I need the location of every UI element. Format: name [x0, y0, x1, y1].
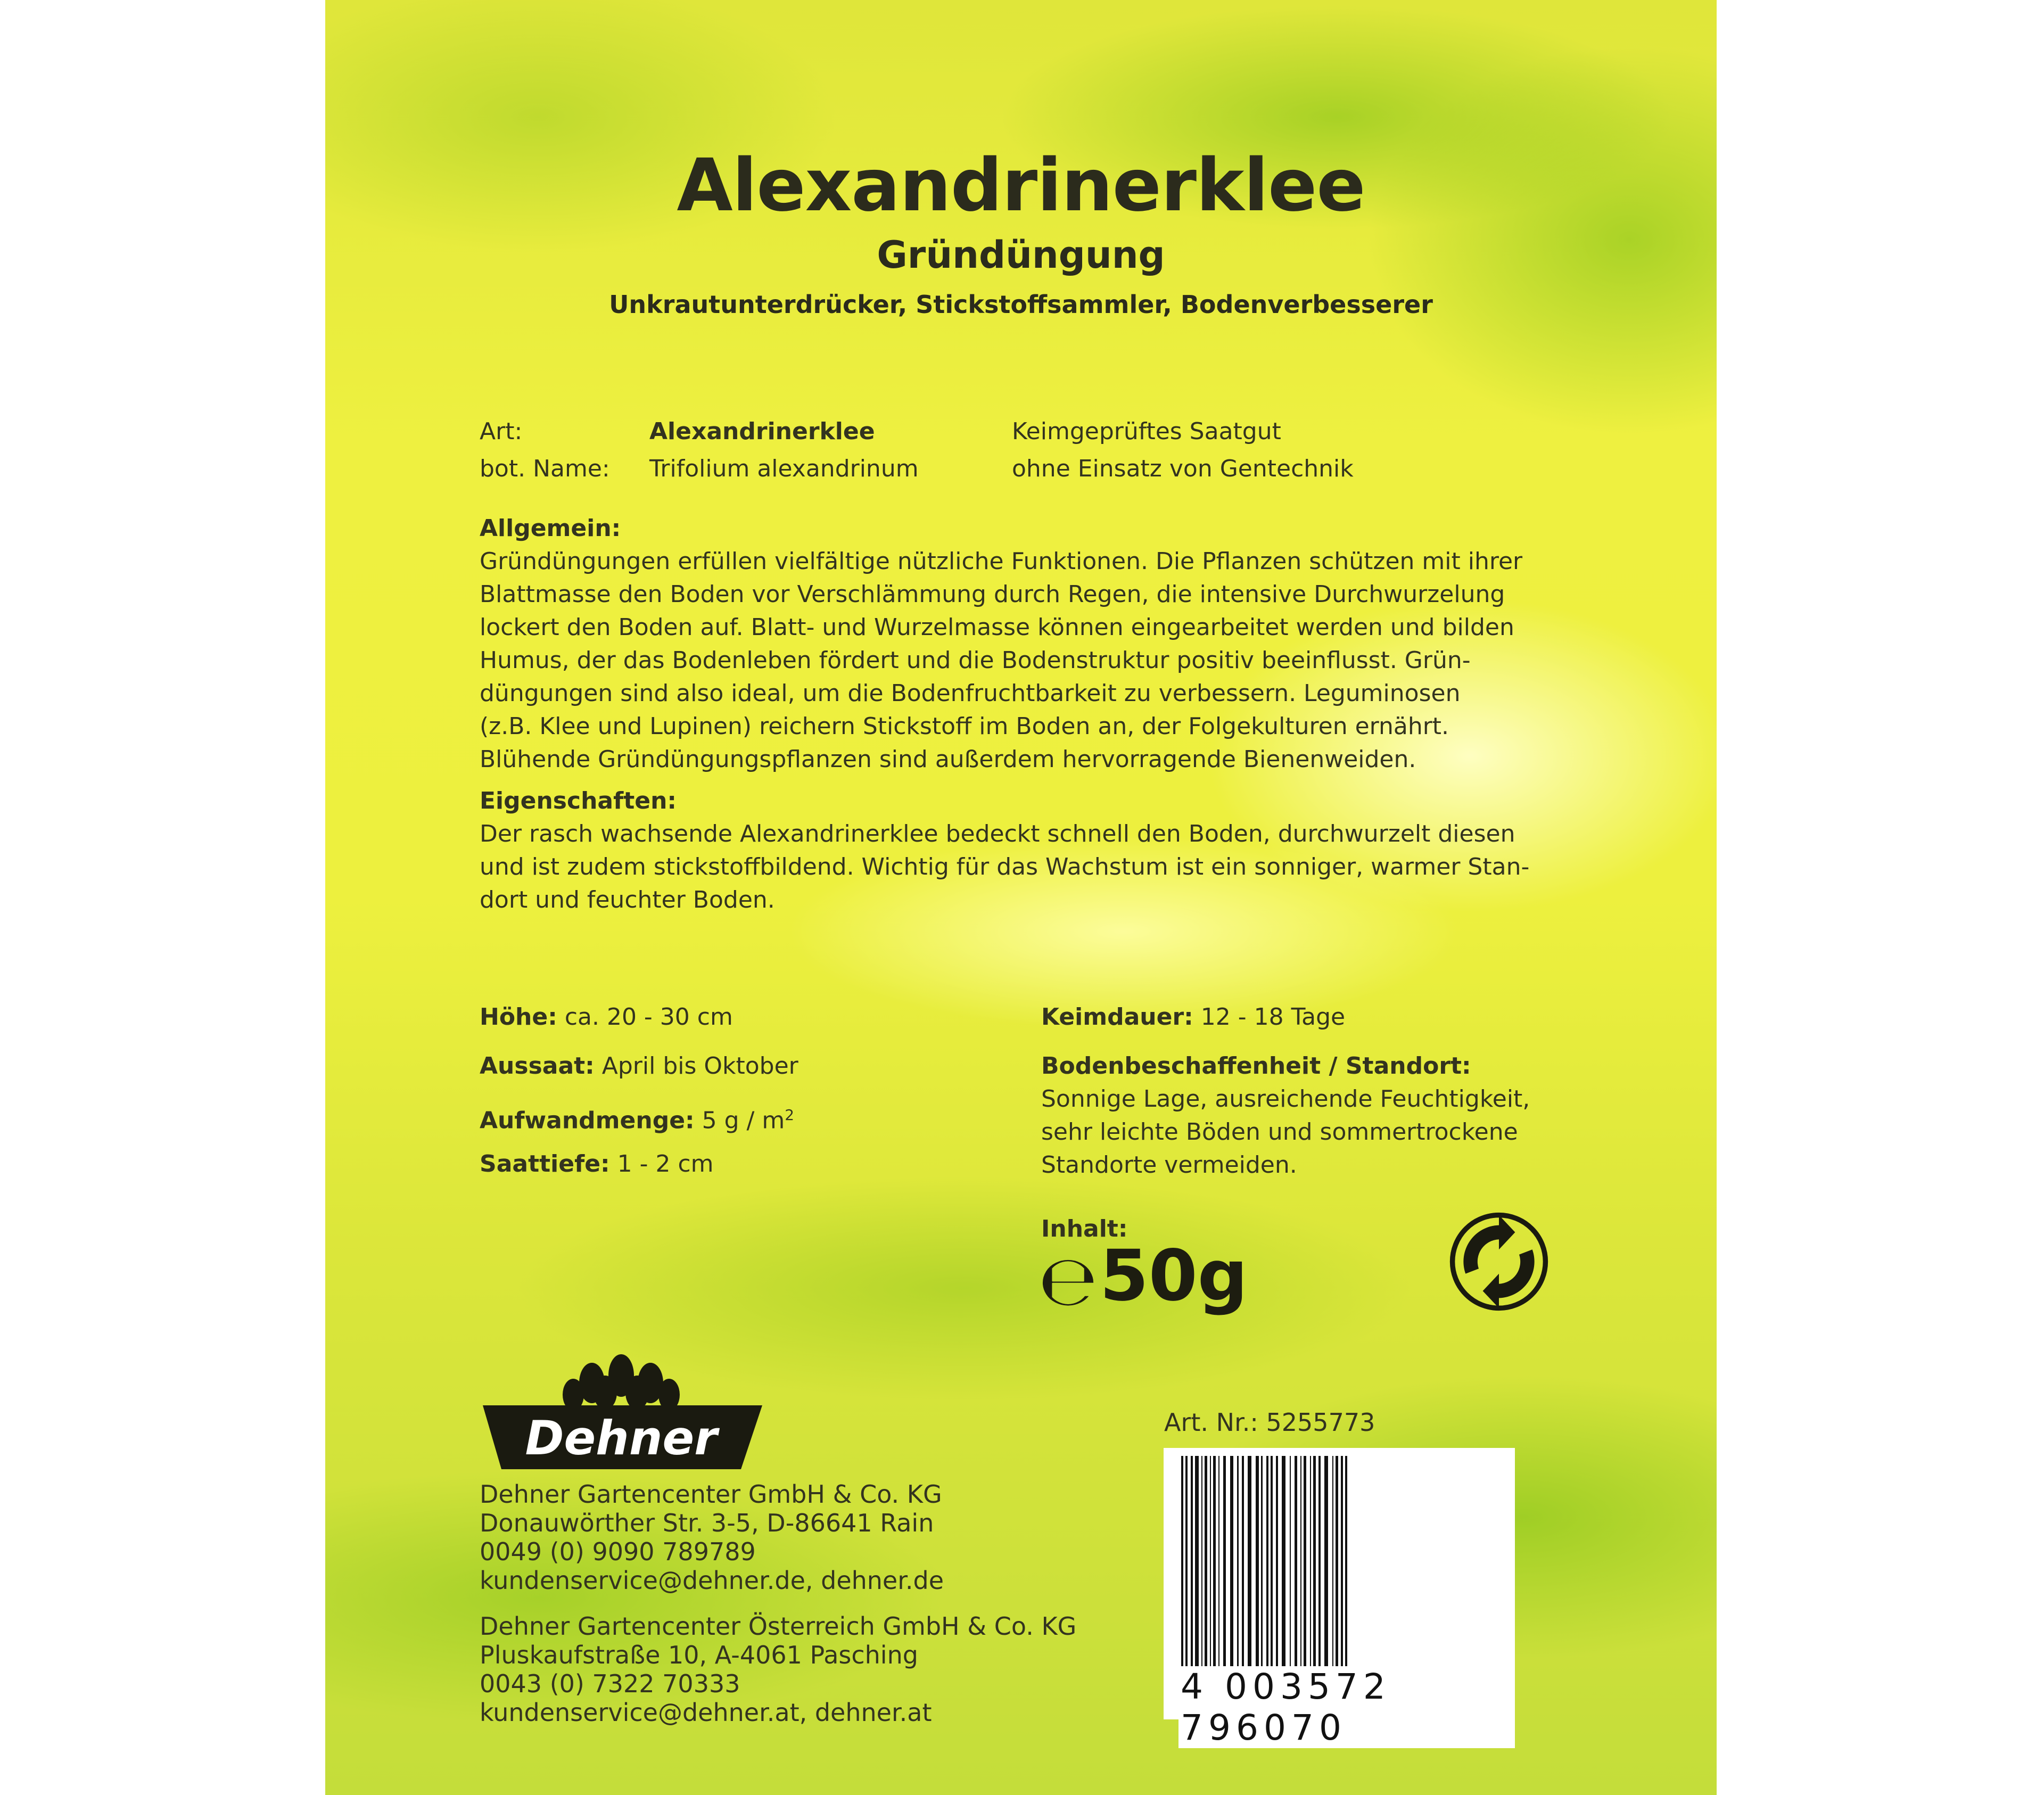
soil-heading: Bodenbeschaffenheit / Standort: — [1041, 1052, 1471, 1080]
germination-spec — [1041, 1001, 1345, 1034]
product-title: Alexandrinerklee — [677, 144, 1365, 228]
barcode-bar — [1237, 1456, 1239, 1666]
address-line: Dehner Gartencenter Österreich GmbH & Co. KG — [480, 1612, 1077, 1641]
germination-label: Keimdauer: — [1041, 1003, 1193, 1031]
sowing-spec — [480, 1050, 798, 1083]
barcode-bar — [1191, 1456, 1193, 1666]
barcode-bar — [1248, 1456, 1251, 1666]
paragraph-line: sehr leichte Böden und sommertrockene — [1041, 1118, 1518, 1146]
barcode-bar — [1181, 1456, 1183, 1690]
botanical-name-value: Trifolium alexandrinum — [649, 455, 919, 482]
address-line: Donauwörther Str. 3-5, D-86641 Rain — [480, 1509, 934, 1537]
paragraph-line: Der rasch wachsende Alexandrinerklee bedeckt schnell den Boden, durchwurzelt diesen — [480, 820, 1515, 847]
gmo-free-note: ohne Einsatz von Gentechnik — [1012, 455, 1354, 482]
paragraph-line: Standorte vermeiden. — [1041, 1151, 1297, 1179]
address-line: Dehner Gartencenter GmbH & Co. KG — [480, 1480, 942, 1509]
paragraph-line: und ist zudem stickstoffbildend. Wichtig für das Wachstum ist ein sonniger, warmer Stan- — [480, 853, 1530, 880]
barcode-bar — [1230, 1456, 1233, 1666]
height-label: Höhe: — [480, 1003, 557, 1031]
barcode-bar — [1256, 1456, 1259, 1666]
botanical-name-label: bot. Name: — [480, 455, 610, 482]
barcode-bar — [1282, 1456, 1285, 1666]
logo-text: Dehner — [525, 1411, 718, 1465]
barcode-bar — [1223, 1456, 1226, 1666]
eigenschaften-paragraph — [480, 818, 1544, 917]
barcode-bar — [1242, 1456, 1244, 1666]
seed-rate-superscript: 2 — [785, 1106, 795, 1124]
barcode-bar — [1201, 1456, 1202, 1666]
eigenschaften-heading: Eigenschaften: — [480, 787, 677, 814]
seed-rate-value: 5 g / m — [702, 1107, 785, 1134]
barcode-bar — [1345, 1456, 1347, 1690]
barcode-bar — [1195, 1456, 1199, 1666]
sowing-depth-spec — [480, 1148, 714, 1181]
barcode-bar — [1310, 1456, 1311, 1666]
seed-packet-back — [325, 0, 1717, 1795]
barcode-bar — [1218, 1456, 1219, 1666]
barcode-bar — [1213, 1456, 1216, 1666]
barcode-bar — [1271, 1456, 1273, 1690]
estimated-sign: ℮ — [1039, 1240, 1098, 1321]
product-tagline: Unkrautunterdrücker, Stickstoffsammler, Bodenverbesserer — [609, 290, 1433, 319]
green-dot-recycling-icon — [1448, 1211, 1550, 1312]
address-line: kundenservice@dehner.at, dehner.at — [480, 1698, 932, 1727]
barcode-bar — [1261, 1456, 1263, 1666]
barcode-bar — [1295, 1456, 1297, 1666]
address-line: Pluskaufstraße 10, A-4061 Pasching — [480, 1641, 918, 1669]
seed-rate-label: Aufwandmenge: — [480, 1107, 695, 1134]
content-label: Inhalt: — [1041, 1215, 1128, 1242]
seed-rate-spec — [480, 1099, 794, 1138]
sowing-value: April bis Oktober — [601, 1052, 798, 1080]
barcode-bar — [1324, 1456, 1328, 1666]
germination-value: 12 - 18 Tage — [1200, 1003, 1346, 1031]
barcode-digits: 4 003572 796070 — [1178, 1666, 1515, 1748]
dehner-flower-icon — [563, 1354, 680, 1411]
height-spec — [480, 1001, 733, 1034]
barcode-bar — [1336, 1456, 1338, 1666]
paragraph-line: Blattmasse den Boden vor Verschlämmung durch Regen, die intensive Durchwurzelung — [480, 581, 1505, 608]
address-austria — [480, 1612, 1076, 1727]
barcode-bars — [1177, 1456, 1502, 1690]
sowing-label: Aussaat: — [480, 1052, 595, 1080]
barcode-bar — [1341, 1456, 1343, 1690]
barcode-bar — [1332, 1456, 1333, 1666]
paragraph-line: düngungen sind also ideal, um die Bodenfruchtbarkeit zu verbessern. Leguminosen — [480, 680, 1461, 707]
paragraph-line: (z.B. Klee und Lupinen) reichern Stickstoff im Boden an, der Folgekulturen ernährt. — [480, 713, 1449, 740]
sowing-depth-value: 1 - 2 cm — [617, 1150, 714, 1178]
article-number: Art. Nr.: 5255773 — [1164, 1408, 1375, 1437]
barcode-bar — [1266, 1456, 1268, 1690]
allgemein-paragraph — [480, 545, 1544, 776]
barcode-bar — [1185, 1456, 1188, 1690]
paragraph-line: Sonnige Lage, ausreichende Feuchtigkeit, — [1041, 1085, 1530, 1113]
barcode-bar — [1318, 1456, 1321, 1666]
barcode-bar — [1276, 1456, 1278, 1666]
paragraph-line: Humus, der das Bodenleben fördert und die Bodenstruktur positiv beeinflusst. Grün- — [480, 647, 1471, 674]
barcode-bar — [1300, 1456, 1301, 1666]
paragraph-line: dort und feuchter Boden. — [480, 886, 775, 913]
barcode-bar — [1205, 1456, 1207, 1666]
allgemein-heading: Allgemein: — [480, 515, 621, 542]
height-value: ca. 20 - 30 cm — [564, 1003, 733, 1031]
art-label: Art: — [480, 418, 523, 445]
address-line: kundenservice@dehner.de, dehner.de — [480, 1566, 944, 1595]
barcode-bar — [1210, 1456, 1211, 1666]
product-subtitle: Gründüngung — [877, 233, 1165, 277]
address-line: 0049 (0) 9090 789789 — [480, 1537, 756, 1566]
net-weight: 50g — [1100, 1235, 1248, 1317]
seed-quality-note: Keimgeprüftes Saatgut — [1012, 418, 1281, 445]
address-germany — [480, 1480, 944, 1595]
barcode-bar — [1313, 1456, 1316, 1666]
soil-description — [1041, 1083, 1573, 1182]
art-value: Alexandrinerklee — [649, 418, 875, 445]
paragraph-line: lockert den Boden auf. Blatt- und Wurzelmasse können eingearbeitet werden und bilden — [480, 614, 1514, 641]
barcode-bar — [1304, 1456, 1306, 1666]
sowing-depth-label: Saattiefe: — [480, 1150, 610, 1178]
dehner-logo — [472, 1341, 770, 1469]
barcode-bar — [1290, 1456, 1291, 1666]
paragraph-line: Gründüngungen erfüllen vielfältige nützliche Funktionen. Die Pflanzen schützen mit ihrer — [480, 548, 1523, 575]
address-line: 0043 (0) 7322 70333 — [480, 1669, 740, 1698]
paragraph-line: Blühende Gründüngungspflanzen sind außerdem hervorragende Bienenweiden. — [480, 746, 1416, 773]
barcode — [1164, 1448, 1515, 1748]
